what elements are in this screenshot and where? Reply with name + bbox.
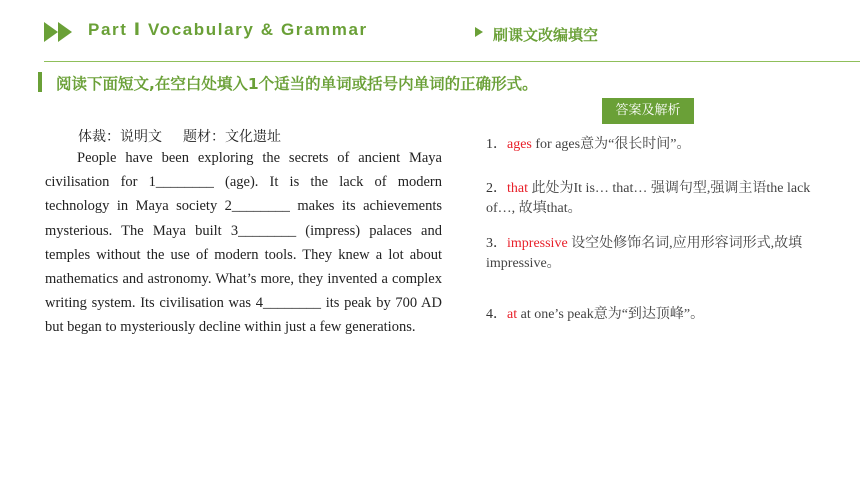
answer-item-4 [486, 305, 831, 325]
answer-word: impressive [507, 236, 568, 251]
answer-explanation: at one’s peak意为“到达顶峰”。 [517, 307, 705, 322]
answer-analysis-button[interactable]: 答案及解析 [602, 98, 694, 124]
answer-number: 3． [486, 236, 507, 251]
answer-item-2 [486, 179, 831, 219]
header-divider [44, 61, 860, 62]
answer-item-1 [486, 135, 831, 155]
answer-word: that [507, 181, 528, 196]
fast-forward-icon [44, 22, 74, 42]
answer-explanation: 此处为It is… that… 强调句型,强调主语the lack of…, 故填that。 [486, 181, 811, 216]
passage-text: People have been exploring the secrets of ancient Maya civilisation for 1________ (age). It is the lack of modern technology in Maya society 2________ makes its achievements mysterious. The Maya built 3________ (impress) palaces and temples without the use of modern tools. They knew a lot about mathematics and astronomy. What’s more, they invented a complex writing system. Its civilisation was 4________ its peak by 700 AD but began to mysteriously decline within just a few generations. [45, 150, 442, 336]
answer-item-3 [486, 234, 831, 274]
passage-meta: 体裁：说明文 题材：文化遗址 [78, 130, 281, 145]
vertical-bar-icon [38, 72, 42, 92]
section-label: 刷课文改编填空 [493, 26, 599, 44]
answer-number: 2． [486, 181, 507, 196]
answer-number: 4． [486, 307, 507, 322]
answer-number: 1． [486, 137, 507, 152]
instruction-text: 阅读下面短文,在空白处填入1个适当的单词或括号内单词的正确形式。 [56, 75, 538, 93]
triangle-right-icon [475, 27, 483, 37]
answer-word: at [507, 307, 518, 322]
answer-explanation: for ages意为“很长时间”。 [531, 137, 691, 152]
answer-word: ages [507, 137, 532, 152]
answer-explanation: 设空处修饰名词,应用形容词形式,故填impressive。 [486, 236, 803, 271]
header-bar [0, 0, 860, 64]
part-title: Part Ⅰ Vocabulary & Grammar [88, 20, 368, 39]
